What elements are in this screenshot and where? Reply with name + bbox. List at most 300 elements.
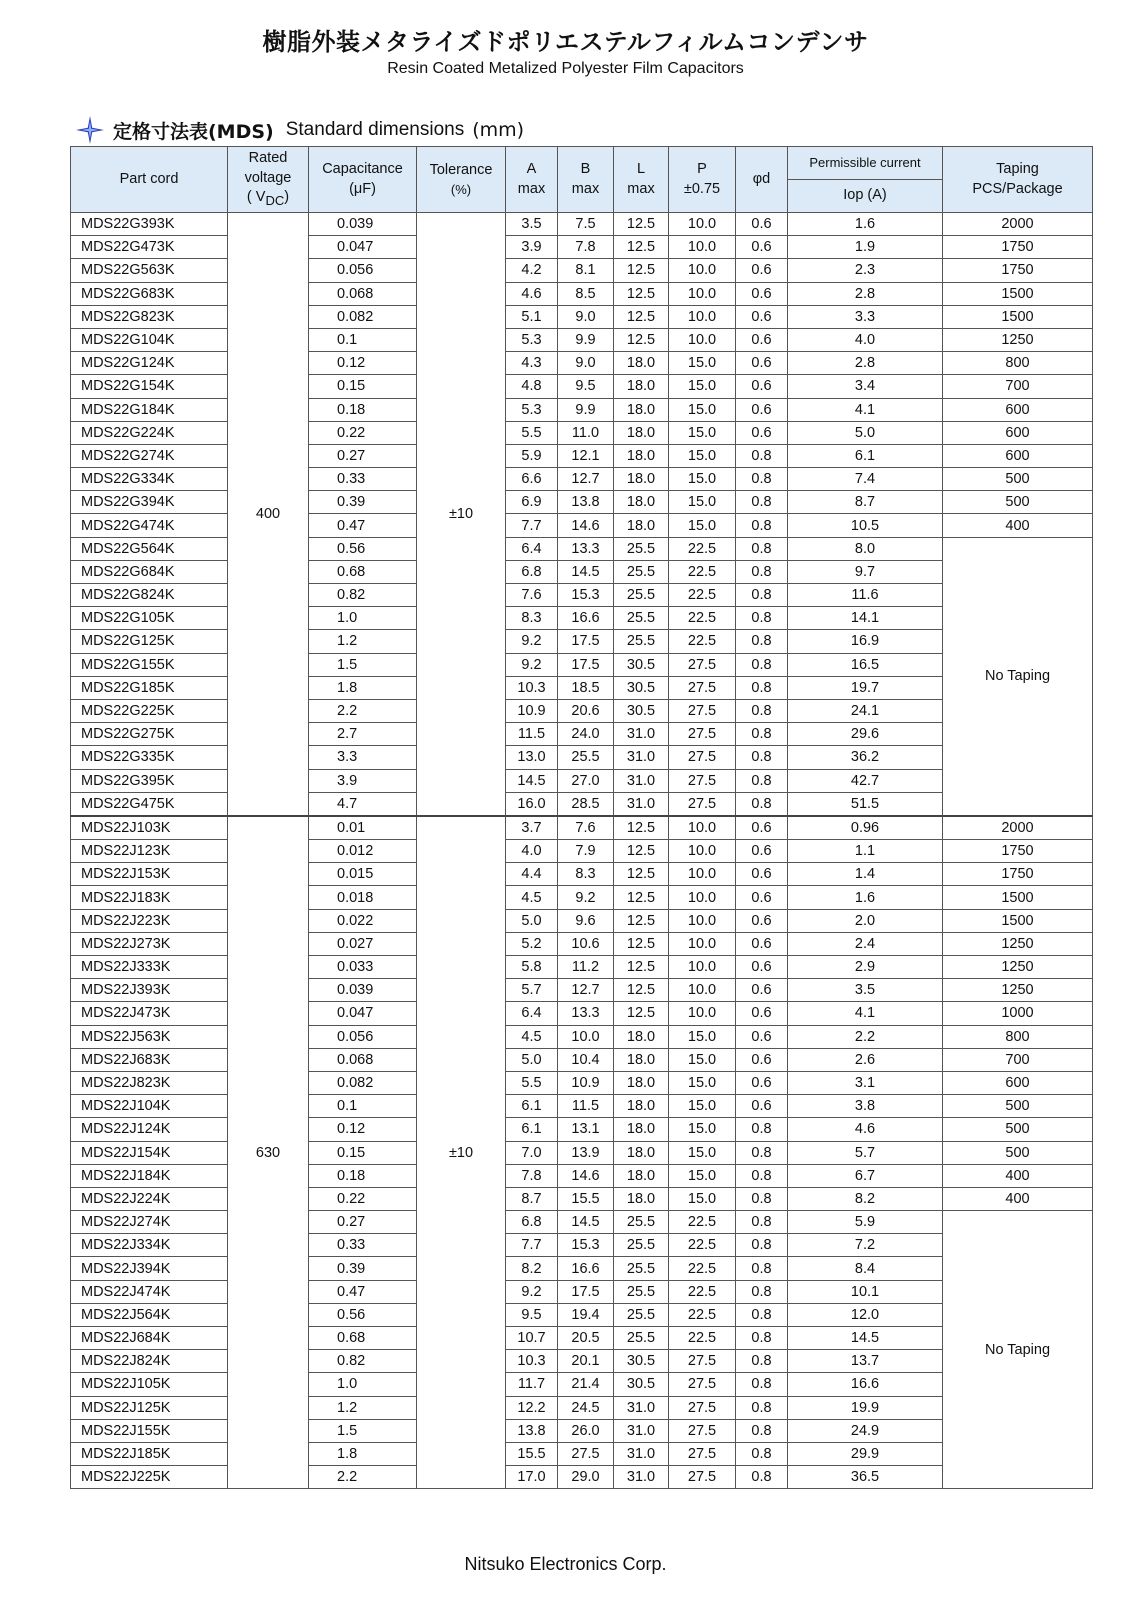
table-row [71,1280,1093,1303]
part-code-cell: MDS22J223K [71,909,228,932]
dim-a-cell: 4.5 [506,1025,558,1048]
dim-a-cell: 3.7 [506,816,558,840]
part-code-cell: MDS22J104K [71,1095,228,1118]
dim-p-cell: 27.5 [669,792,736,816]
lead-diameter-cell: 0.8 [736,1280,788,1303]
table-row [71,236,1093,259]
dim-a-cell: 16.0 [506,792,558,816]
dim-a-cell: 5.9 [506,444,558,467]
dim-a-cell: 10.7 [506,1327,558,1350]
capacitance-cell: 0.015 [309,863,417,886]
dim-p-cell: 15.0 [669,1164,736,1187]
dim-p-cell: 10.0 [669,328,736,351]
dim-l-cell: 30.5 [614,676,669,699]
lead-diameter-cell: 0.8 [736,1327,788,1350]
dimensions-table-container [70,146,1092,1489]
dim-l-cell: 31.0 [614,792,669,816]
capacitance-cell: 0.012 [309,840,417,863]
dim-b-cell: 17.5 [558,630,614,653]
lead-diameter-cell: 0.8 [736,607,788,630]
dim-b-cell: 13.1 [558,1118,614,1141]
lead-diameter-cell: 0.6 [736,979,788,1002]
col-header-l: L max [614,147,669,213]
dim-a-cell: 5.2 [506,932,558,955]
lead-diameter-cell: 0.8 [736,1164,788,1187]
dim-l-cell: 30.5 [614,1373,669,1396]
dim-p-cell: 22.5 [669,1327,736,1350]
permissible-current-cell: 2.9 [788,956,943,979]
dim-a-cell: 10.3 [506,1350,558,1373]
permissible-current-cell: 8.7 [788,491,943,514]
dim-b-cell: 15.3 [558,584,614,607]
dim-l-cell: 12.5 [614,236,669,259]
lead-diameter-cell: 0.8 [736,676,788,699]
dim-a-cell: 11.5 [506,723,558,746]
table-row [71,956,1093,979]
capacitance-cell: 0.01 [309,816,417,840]
taping-pcs-cell: 500 [943,468,1093,491]
tolerance-cell: ±10 [417,816,506,1489]
lead-diameter-cell: 0.8 [736,630,788,653]
permissible-current-cell: 5.9 [788,1211,943,1234]
dim-a-cell: 6.1 [506,1118,558,1141]
dim-p-cell: 15.0 [669,1141,736,1164]
dim-p-cell: 27.5 [669,1419,736,1442]
part-code-cell: MDS22J224K [71,1187,228,1210]
lead-diameter-cell: 0.8 [736,1257,788,1280]
dim-p-cell: 27.5 [669,723,736,746]
dim-a-cell: 4.6 [506,282,558,305]
part-code-cell: MDS22G475K [71,792,228,816]
lead-diameter-cell: 0.8 [736,769,788,792]
lead-diameter-cell: 0.8 [736,1466,788,1489]
dim-a-cell: 10.3 [506,676,558,699]
dim-l-cell: 31.0 [614,769,669,792]
part-code-cell: MDS22G125K [71,630,228,653]
table-row [71,1095,1093,1118]
permissible-current-cell: 2.0 [788,909,943,932]
dim-l-cell: 25.5 [614,1280,669,1303]
capacitance-cell: 0.18 [309,398,417,421]
dim-b-cell: 9.6 [558,909,614,932]
dim-l-cell: 18.0 [614,1048,669,1071]
taping-pcs-cell: 500 [943,491,1093,514]
table-row [71,1303,1093,1326]
part-code-cell: MDS22G224K [71,421,228,444]
taping-pcs-cell: 1250 [943,979,1093,1002]
dim-b-cell: 11.2 [558,956,614,979]
capacitance-cell: 0.1 [309,328,417,351]
dim-p-cell: 10.0 [669,1002,736,1025]
dim-p-cell: 15.0 [669,1118,736,1141]
table-row [71,444,1093,467]
lead-diameter-cell: 0.8 [736,468,788,491]
dim-l-cell: 12.5 [614,305,669,328]
dim-b-cell: 11.5 [558,1095,614,1118]
capacitance-cell: 0.47 [309,1280,417,1303]
lead-diameter-cell: 0.6 [736,909,788,932]
permissible-current-cell: 12.0 [788,1303,943,1326]
table-row [71,375,1093,398]
section-unit: (mm) [472,119,525,141]
dim-p-cell: 15.0 [669,514,736,537]
lead-diameter-cell: 0.8 [736,514,788,537]
dim-p-cell: 10.0 [669,956,736,979]
part-code-cell: MDS22G824K [71,584,228,607]
dim-b-cell: 13.8 [558,491,614,514]
capacitance-cell: 0.33 [309,468,417,491]
dim-b-cell: 12.7 [558,979,614,1002]
dim-b-cell: 10.6 [558,932,614,955]
dim-b-cell: 16.6 [558,607,614,630]
dim-p-cell: 10.0 [669,213,736,236]
table-row [71,305,1093,328]
permissible-current-cell: 36.2 [788,746,943,769]
table-row [71,607,1093,630]
dim-b-cell: 26.0 [558,1419,614,1442]
col-header-p: P ±0.75 [669,147,736,213]
permissible-current-cell: 2.2 [788,1025,943,1048]
dim-a-cell: 5.3 [506,328,558,351]
part-code-cell: MDS22G683K [71,282,228,305]
permissible-current-cell: 4.1 [788,398,943,421]
dim-l-cell: 30.5 [614,1350,669,1373]
dim-b-cell: 8.3 [558,863,614,886]
lead-diameter-cell: 0.8 [736,1442,788,1465]
rated-voltage-cell: 630 [228,816,309,1489]
col-header-taping: Taping PCS/Package [943,147,1093,213]
capacitance-cell: 0.47 [309,514,417,537]
part-code-cell: MDS22J394K [71,1257,228,1280]
dim-p-cell: 22.5 [669,1257,736,1280]
lead-diameter-cell: 0.8 [736,1234,788,1257]
capacitance-cell: 1.2 [309,1396,417,1419]
dim-a-cell: 3.9 [506,236,558,259]
part-code-cell: MDS22J123K [71,840,228,863]
dim-b-cell: 13.9 [558,1141,614,1164]
dim-p-cell: 15.0 [669,1025,736,1048]
dim-p-cell: 15.0 [669,1187,736,1210]
table-row [71,909,1093,932]
capacitance-cell: 0.27 [309,1211,417,1234]
capacitance-cell: 0.56 [309,1303,417,1326]
dim-l-cell: 18.0 [614,1118,669,1141]
dim-a-cell: 6.6 [506,468,558,491]
dim-l-cell: 18.0 [614,491,669,514]
table-row [71,491,1093,514]
dim-p-cell: 10.0 [669,932,736,955]
capacitance-cell: 0.018 [309,886,417,909]
part-code-cell: MDS22J474K [71,1280,228,1303]
dim-a-cell: 9.5 [506,1303,558,1326]
part-code-cell: MDS22G105K [71,607,228,630]
taping-pcs-cell: 400 [943,514,1093,537]
part-code-cell: MDS22J153K [71,863,228,886]
permissible-current-cell: 29.6 [788,723,943,746]
dim-l-cell: 25.5 [614,1211,669,1234]
col-header-d: φd [736,147,788,213]
part-code-cell: MDS22G155K [71,653,228,676]
taping-pcs-cell: 1250 [943,932,1093,955]
part-code-cell: MDS22J124K [71,1118,228,1141]
part-code-cell: MDS22J155K [71,1419,228,1442]
dim-l-cell: 18.0 [614,1141,669,1164]
part-code-cell: MDS22G184K [71,398,228,421]
dim-p-cell: 27.5 [669,1466,736,1489]
dim-p-cell: 27.5 [669,1396,736,1419]
part-code-cell: MDS22J185K [71,1442,228,1465]
dim-a-cell: 4.0 [506,840,558,863]
permissible-current-cell: 7.4 [788,468,943,491]
permissible-current-cell: 6.1 [788,444,943,467]
dim-b-cell: 25.5 [558,746,614,769]
capacitance-cell: 0.68 [309,560,417,583]
table-row [71,840,1093,863]
lead-diameter-cell: 0.6 [736,1071,788,1094]
dim-b-cell: 9.0 [558,352,614,375]
lead-diameter-cell: 0.8 [736,584,788,607]
part-code-cell: MDS22J225K [71,1466,228,1489]
dim-b-cell: 24.5 [558,1396,614,1419]
part-code-cell: MDS22J154K [71,1141,228,1164]
lead-diameter-cell: 0.6 [736,863,788,886]
lead-diameter-cell: 0.8 [736,1350,788,1373]
table-row [71,584,1093,607]
table-row [71,1025,1093,1048]
dimensions-table [70,146,1093,1489]
permissible-current-cell: 1.1 [788,840,943,863]
dim-l-cell: 18.0 [614,1071,669,1094]
dim-p-cell: 22.5 [669,537,736,560]
dim-l-cell: 30.5 [614,653,669,676]
taping-pcs-cell: 1250 [943,956,1093,979]
capacitance-cell: 1.0 [309,1373,417,1396]
dim-a-cell: 5.5 [506,1071,558,1094]
dim-p-cell: 22.5 [669,1211,736,1234]
capacitance-cell: 0.056 [309,259,417,282]
taping-pcs-cell: 500 [943,1095,1093,1118]
dim-l-cell: 12.5 [614,213,669,236]
dim-b-cell: 15.5 [558,1187,614,1210]
permissible-current-cell: 36.5 [788,1466,943,1489]
table-row [71,1187,1093,1210]
dim-b-cell: 24.0 [558,723,614,746]
dim-b-cell: 17.5 [558,1280,614,1303]
capacitance-cell: 0.12 [309,352,417,375]
lead-diameter-cell: 0.6 [736,886,788,909]
capacitance-cell: 0.082 [309,305,417,328]
dim-l-cell: 25.5 [614,1234,669,1257]
no-taping-cell: No Taping [943,537,1093,816]
taping-pcs-cell: 1750 [943,863,1093,886]
table-row [71,1002,1093,1025]
taping-pcs-cell: 600 [943,398,1093,421]
dim-b-cell: 21.4 [558,1373,614,1396]
dim-a-cell: 17.0 [506,1466,558,1489]
dim-l-cell: 25.5 [614,630,669,653]
dim-a-cell: 7.8 [506,1164,558,1187]
col-header-part: Part cord [71,147,228,213]
table-row [71,1257,1093,1280]
capacitance-cell: 0.039 [309,979,417,1002]
capacitance-cell: 0.15 [309,1141,417,1164]
lead-diameter-cell: 0.6 [736,1002,788,1025]
dim-p-cell: 15.0 [669,352,736,375]
dim-p-cell: 10.0 [669,259,736,282]
dim-p-cell: 10.0 [669,236,736,259]
dim-l-cell: 31.0 [614,1419,669,1442]
dim-l-cell: 25.5 [614,560,669,583]
dim-b-cell: 10.4 [558,1048,614,1071]
dim-a-cell: 5.1 [506,305,558,328]
part-code-cell: MDS22J184K [71,1164,228,1187]
table-row [71,1419,1093,1442]
capacitance-cell: 0.047 [309,236,417,259]
capacitance-cell: 0.022 [309,909,417,932]
lead-diameter-cell: 0.8 [736,491,788,514]
dim-a-cell: 5.5 [506,421,558,444]
dim-l-cell: 12.5 [614,932,669,955]
dim-b-cell: 20.1 [558,1350,614,1373]
dim-p-cell: 27.5 [669,1442,736,1465]
table-row [71,259,1093,282]
dim-a-cell: 4.5 [506,886,558,909]
lead-diameter-cell: 0.6 [736,259,788,282]
dim-p-cell: 27.5 [669,699,736,722]
taping-pcs-cell: 1500 [943,282,1093,305]
taping-pcs-cell: 400 [943,1164,1093,1187]
dim-p-cell: 15.0 [669,1095,736,1118]
dim-p-cell: 15.0 [669,375,736,398]
lead-diameter-cell: 0.6 [736,213,788,236]
permissible-current-cell: 1.6 [788,213,943,236]
lead-diameter-cell: 0.8 [736,537,788,560]
dim-l-cell: 25.5 [614,1257,669,1280]
taping-pcs-cell: 600 [943,1071,1093,1094]
dim-a-cell: 9.2 [506,653,558,676]
dim-b-cell: 8.5 [558,282,614,305]
capacitance-cell: 0.068 [309,1048,417,1071]
capacitance-cell: 0.39 [309,491,417,514]
dim-b-cell: 9.0 [558,305,614,328]
permissible-current-cell: 1.4 [788,863,943,886]
col-header-voltage: Rated voltage ( $V_{DC}$) [228,147,309,213]
taping-pcs-cell: 600 [943,444,1093,467]
dim-p-cell: 15.0 [669,1071,736,1094]
dim-l-cell: 25.5 [614,607,669,630]
dim-l-cell: 25.5 [614,537,669,560]
dim-l-cell: 30.5 [614,699,669,722]
section-title-jp: 定格寸法表(MDS) [113,120,274,143]
taping-pcs-cell: 700 [943,375,1093,398]
taping-pcs-cell: 1750 [943,840,1093,863]
dim-l-cell: 18.0 [614,398,669,421]
table-row [71,630,1093,653]
dim-p-cell: 27.5 [669,746,736,769]
col-header-iop: Iop (A) [788,180,943,213]
table-row [71,1048,1093,1071]
permissible-current-cell: 10.5 [788,514,943,537]
lead-diameter-cell: 0.6 [736,236,788,259]
dim-l-cell: 12.5 [614,816,669,840]
permissible-current-cell: 1.6 [788,886,943,909]
dim-p-cell: 15.0 [669,491,736,514]
lead-diameter-cell: 0.6 [736,956,788,979]
part-code-cell: MDS22G334K [71,468,228,491]
part-code-cell: MDS22G394K [71,491,228,514]
dim-b-cell: 8.1 [558,259,614,282]
dim-a-cell: 8.7 [506,1187,558,1210]
permissible-current-cell: 19.7 [788,676,943,699]
dim-a-cell: 14.5 [506,769,558,792]
dim-b-cell: 12.7 [558,468,614,491]
taping-pcs-cell: 1750 [943,236,1093,259]
lead-diameter-cell: 0.8 [736,746,788,769]
capacitance-cell: 0.22 [309,1187,417,1210]
taping-pcs-cell: 600 [943,421,1093,444]
lead-diameter-cell: 0.8 [736,560,788,583]
table-row [71,1211,1093,1234]
part-code-cell: MDS22J273K [71,932,228,955]
table-row [71,746,1093,769]
table-row [71,537,1093,560]
dim-l-cell: 12.5 [614,863,669,886]
lead-diameter-cell: 0.8 [736,1118,788,1141]
dim-b-cell: 9.9 [558,328,614,351]
capacitance-cell: 0.33 [309,1234,417,1257]
capacitance-cell: 0.15 [309,375,417,398]
dim-p-cell: 27.5 [669,1350,736,1373]
table-row [71,328,1093,351]
capacitance-cell: 2.7 [309,723,417,746]
dim-b-cell: 29.0 [558,1466,614,1489]
taping-pcs-cell: 700 [943,1048,1093,1071]
dim-a-cell: 6.8 [506,1211,558,1234]
table-row [71,398,1093,421]
taping-pcs-cell: 1500 [943,305,1093,328]
dim-l-cell: 18.0 [614,514,669,537]
lead-diameter-cell: 0.6 [736,932,788,955]
capacitance-cell: 3.3 [309,746,417,769]
lead-diameter-cell: 0.8 [736,1211,788,1234]
table-row [71,863,1093,886]
permissible-current-cell: 13.7 [788,1350,943,1373]
permissible-current-cell: 2.8 [788,282,943,305]
lead-diameter-cell: 0.8 [736,723,788,746]
lead-diameter-cell: 0.6 [736,282,788,305]
dim-l-cell: 31.0 [614,1466,669,1489]
part-code-cell: MDS22G185K [71,676,228,699]
dim-b-cell: 18.5 [558,676,614,699]
part-code-cell: MDS22J183K [71,886,228,909]
taping-pcs-cell: 800 [943,352,1093,375]
dim-b-cell: 9.5 [558,375,614,398]
part-code-cell: MDS22J823K [71,1071,228,1094]
dim-l-cell: 12.5 [614,259,669,282]
dim-l-cell: 18.0 [614,1187,669,1210]
dim-p-cell: 15.0 [669,398,736,421]
capacitance-cell: 0.82 [309,584,417,607]
dim-l-cell: 31.0 [614,1442,669,1465]
no-taping-cell: No Taping [943,1211,1093,1489]
dim-p-cell: 10.0 [669,840,736,863]
dim-a-cell: 13.0 [506,746,558,769]
dim-p-cell: 15.0 [669,444,736,467]
table-row [71,213,1093,236]
part-code-cell: MDS22J125K [71,1396,228,1419]
capacitance-cell: 0.082 [309,1071,417,1094]
capacitance-cell: 0.39 [309,1257,417,1280]
